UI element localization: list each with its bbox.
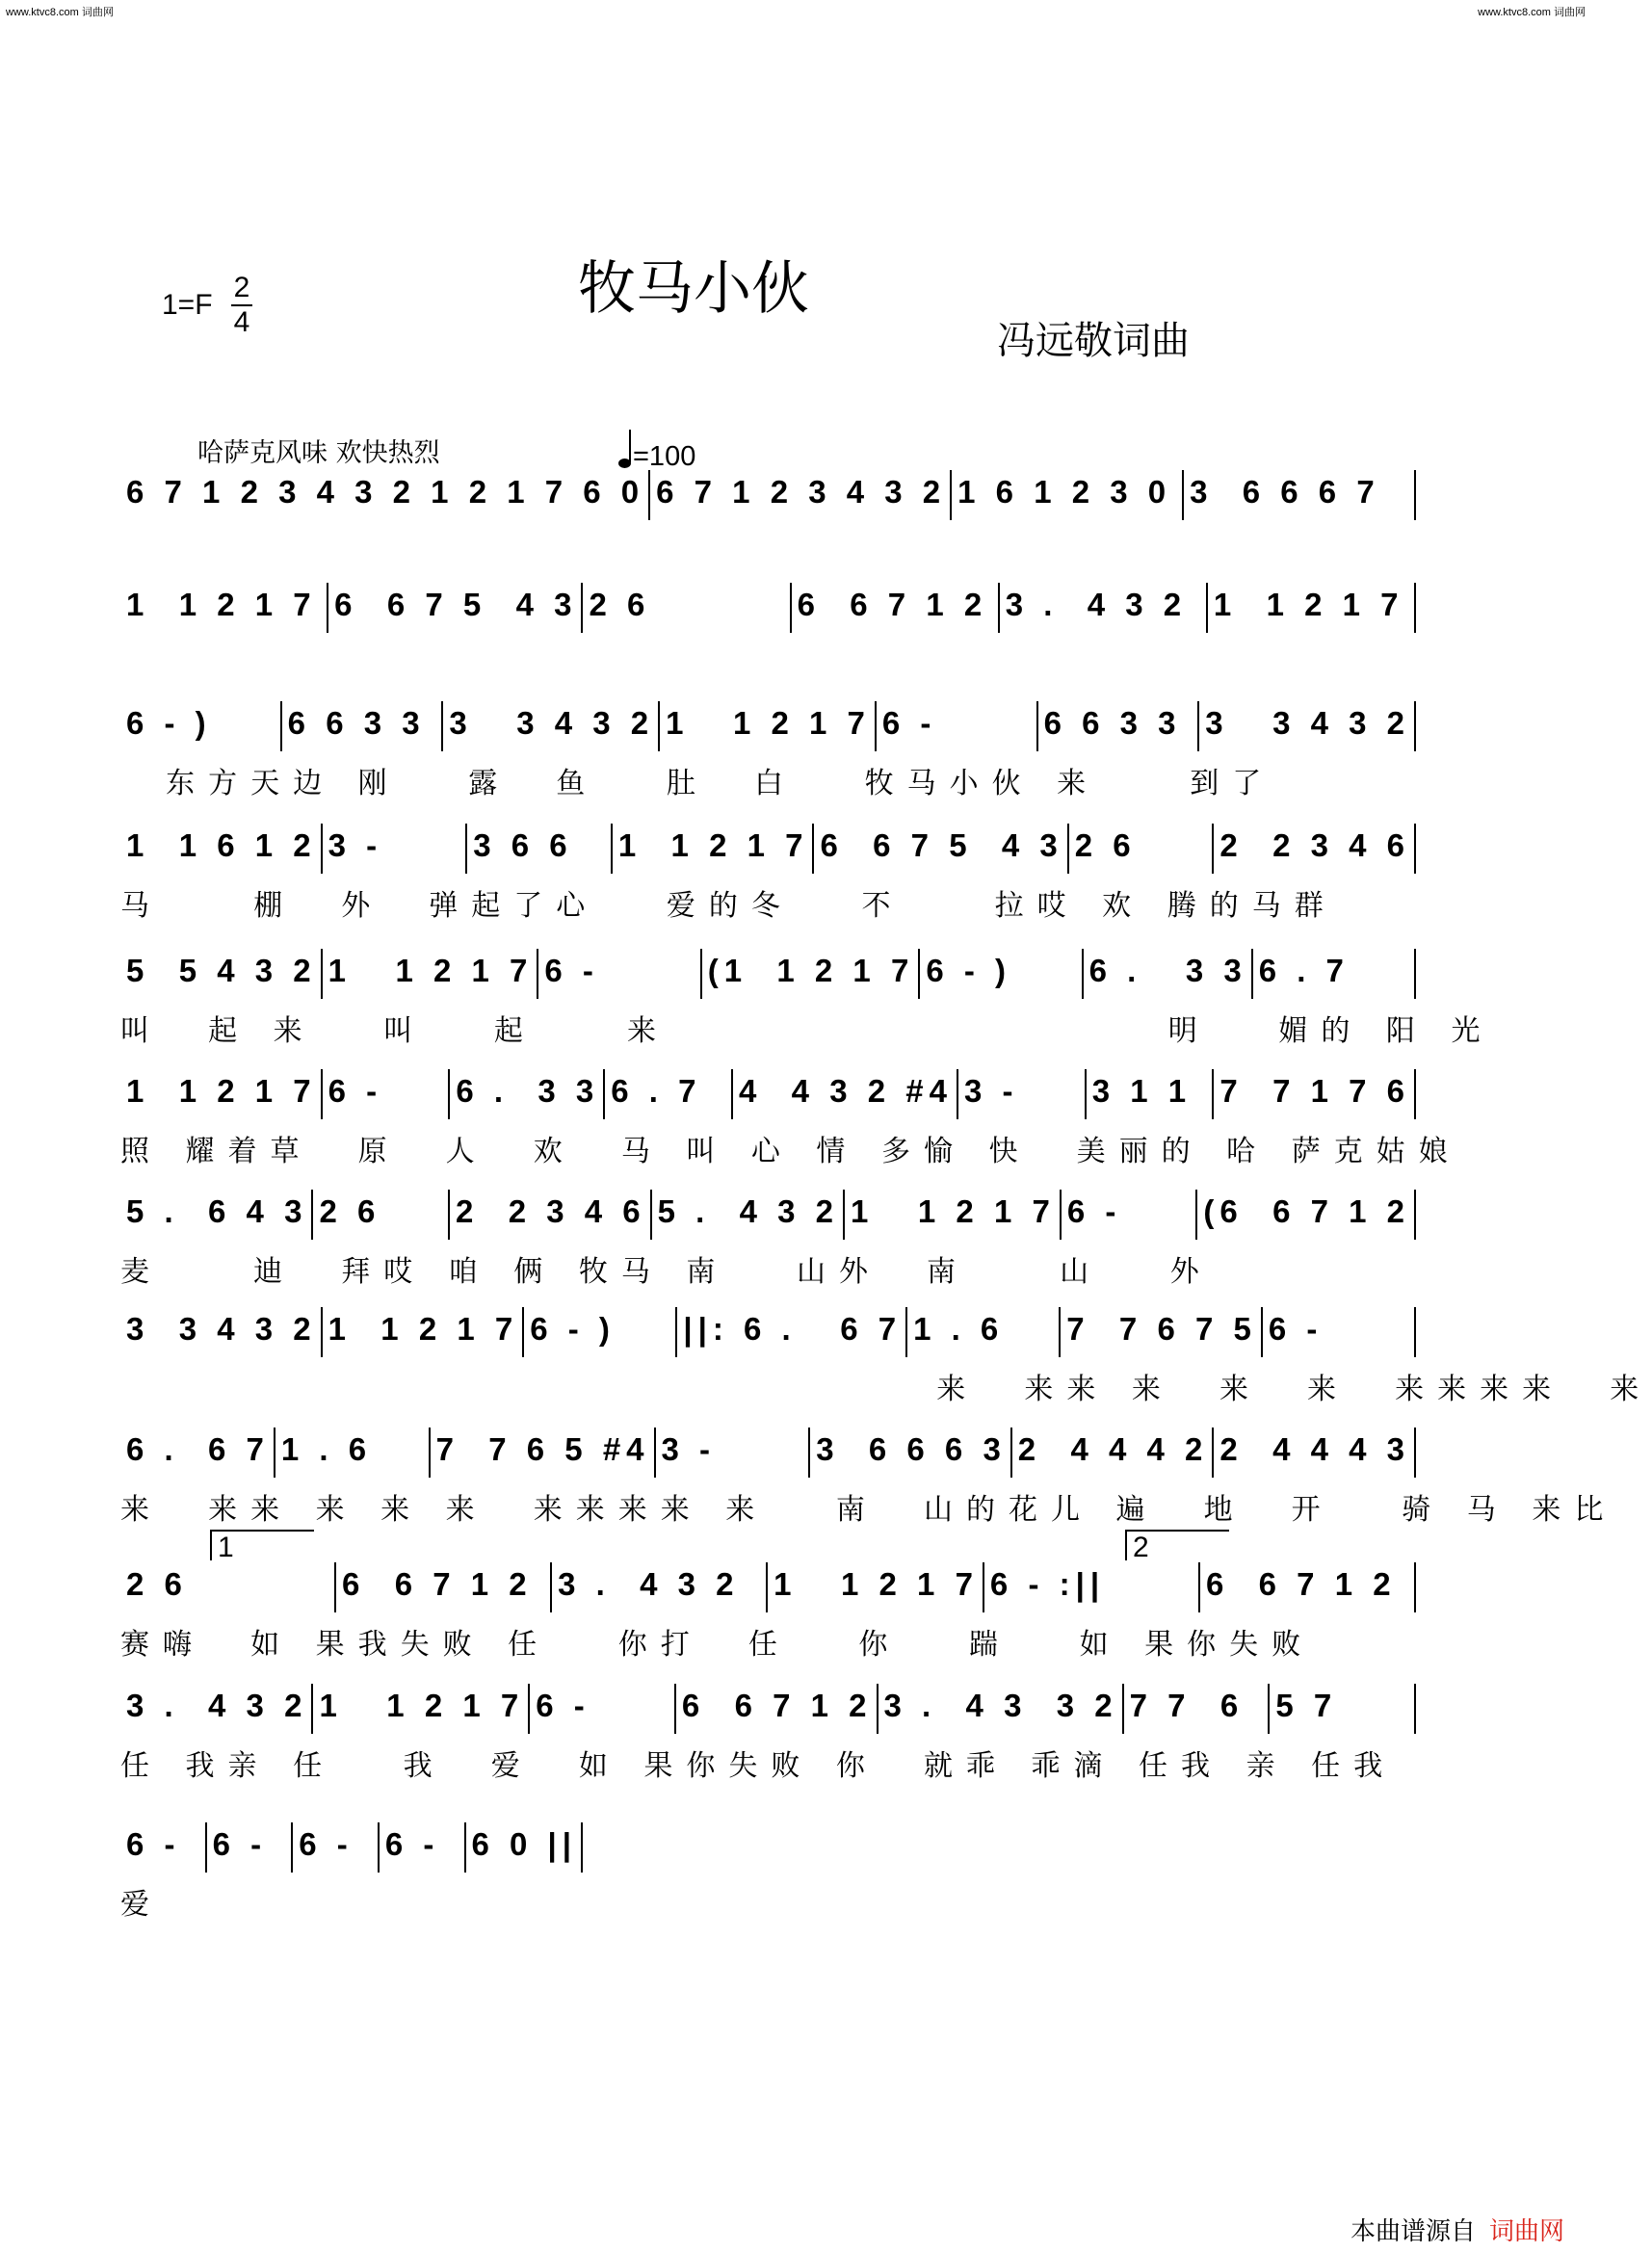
score-row xyxy=(120,701,1416,800)
measure: 6 6 7 1 2 xyxy=(676,1684,878,1734)
measure: 3 . 4 3 3 2 xyxy=(878,1684,1124,1734)
measure: 3 . 4 3 2 xyxy=(1000,583,1208,633)
measure: 6 . 6 7 xyxy=(120,1428,275,1478)
measure: 6 - xyxy=(538,949,701,999)
score-row xyxy=(120,1822,583,1922)
score-row xyxy=(120,1428,1617,1527)
measure: 6 . 7 xyxy=(1253,949,1416,999)
header-right: www.ktvc8.com 词曲网 xyxy=(1478,7,1586,18)
measure: 6 - ) xyxy=(524,1307,677,1357)
volta-2: 2 xyxy=(1125,1530,1229,1560)
measure: (6 6 7 1 2 xyxy=(1197,1190,1416,1240)
measure: 6 7 1 2 3 4 3 2 xyxy=(650,470,952,520)
measure: 6 - xyxy=(1263,1307,1416,1357)
measure: 3 6 6 6 7 xyxy=(1184,470,1416,520)
measure: 6 - xyxy=(293,1822,380,1873)
measure: 6 6 7 1 2 xyxy=(1200,1562,1416,1612)
footer-text: 本曲谱源自 xyxy=(1350,2217,1476,2246)
measure: 6 - xyxy=(120,1822,207,1873)
measure: 6 - xyxy=(877,701,1038,751)
measure: 5 . 6 4 3 xyxy=(120,1190,313,1240)
measure: 7 7 1 7 6 xyxy=(1214,1069,1416,1119)
lyrics-line: 来 来来 来 来 来 来来来来 来 xyxy=(120,1373,1652,1406)
time-signature-bottom: 4 xyxy=(233,306,250,338)
song-title: 牧马小伙 xyxy=(578,255,809,323)
measure: 1 1 2 1 7 xyxy=(313,1684,530,1734)
lyrics-line: 东方天边 刚 露 鱼 肚 白 牧马小伙 来 到了 xyxy=(120,767,1275,800)
measure: 6 6 7 5 4 3 xyxy=(328,583,583,633)
measure: 6 6 3 3 xyxy=(282,701,444,751)
measure: 2 6 xyxy=(313,1190,450,1240)
measure: 6 - xyxy=(323,1069,451,1119)
measure: 1 1 2 1 7 xyxy=(1208,583,1416,633)
measure: ||: 6 . 6 7 xyxy=(677,1307,907,1357)
measure: 6 6 7 1 2 xyxy=(792,583,1000,633)
measure: 2 4 4 4 3 xyxy=(1214,1428,1416,1478)
measure: 1 . 6 xyxy=(907,1307,1061,1357)
volta-1: 1 xyxy=(210,1530,314,1560)
measure: 6 - :|| xyxy=(984,1562,1200,1612)
measure: 6 . 3 3 xyxy=(1084,949,1253,999)
measure: 6 - ) xyxy=(120,701,282,751)
lyrics-line: 照 耀着草 原 人 欢 马 叫 心 情 多愉 快 美丽的 哈 萨克姑娘 xyxy=(120,1135,1461,1168)
time-signature-top: 2 xyxy=(233,272,250,303)
measure: 6 0 || xyxy=(466,1822,584,1873)
measure: 7 7 6 xyxy=(1124,1684,1271,1734)
tempo-marking xyxy=(618,441,695,473)
measure: 2 2 3 4 6 xyxy=(1214,824,1416,874)
measure: 1 1 2 1 7 xyxy=(768,1562,984,1612)
quarter-note-icon xyxy=(618,458,631,468)
score-row xyxy=(120,1684,1416,1783)
measure: 3 1 1 xyxy=(1087,1069,1215,1119)
score-row xyxy=(120,1190,1416,1289)
measure: 5 5 4 3 2 xyxy=(120,949,323,999)
measure: 2 4 4 4 2 xyxy=(1012,1428,1215,1478)
footer-brand: 词曲网 xyxy=(1488,2217,1564,2246)
measure: 6 - xyxy=(530,1684,676,1734)
score-row xyxy=(120,824,1416,923)
score-row xyxy=(120,470,1416,526)
measure: 6 6 3 3 xyxy=(1038,701,1200,751)
measure: 3 3 4 3 2 xyxy=(120,1307,323,1357)
measure: 6 6 7 1 2 xyxy=(336,1562,552,1612)
header-left: www.ktvc8.com 词曲网 xyxy=(6,7,114,18)
score-row xyxy=(120,949,1494,1048)
lyrics-line: 来 来来 来 来 来 来来来来 来 南 山的花儿 遍 地 开 骑 马 来比 xyxy=(120,1493,1617,1527)
measure: 5 7 xyxy=(1270,1684,1416,1734)
measure: 1 1 2 1 7 xyxy=(323,1307,525,1357)
measure: 2 6 xyxy=(120,1562,336,1612)
measure: 6 6 7 5 4 3 xyxy=(814,824,1068,874)
lyrics-line: 麦 迪 拜哎 咱 俩 牧马 南 山外 南 山 外 xyxy=(120,1255,1213,1289)
measure: 3 - xyxy=(958,1069,1087,1119)
measure: 6 - xyxy=(1062,1190,1198,1240)
score-row xyxy=(120,1069,1461,1168)
measure: 1 1 6 1 2 xyxy=(120,824,323,874)
measure: 1 1 2 1 7 xyxy=(120,1069,323,1119)
measure: 1 1 2 1 7 xyxy=(323,949,539,999)
score-row xyxy=(120,1307,1652,1406)
measure: 1 . 6 xyxy=(275,1428,431,1478)
lyrics-line: 赛嗨 如 果我失败 任 你打 任 你 踹 如 果你失败 xyxy=(120,1628,1315,1662)
score-row xyxy=(120,1562,1416,1662)
measure: (1 1 2 1 7 xyxy=(702,949,921,999)
measure: 7 7 6 5 #4 xyxy=(431,1428,656,1478)
measure: 4 4 3 2 #4 xyxy=(733,1069,958,1119)
footer xyxy=(1350,2212,1564,2247)
style-marking: 哈萨克风味 欢快热烈 xyxy=(197,438,440,468)
measure: 2 6 xyxy=(1069,824,1215,874)
measure: 6 - ) xyxy=(920,949,1083,999)
measure: 3 . 4 3 2 xyxy=(552,1562,768,1612)
lyrics-line: 任 我亲 任 我 爱 如 果你失败 你 就乖 乖滴 任我 亲 任我 xyxy=(120,1749,1397,1783)
measure: 3 - xyxy=(323,824,468,874)
score-row xyxy=(120,583,1416,639)
measure: 6 . 7 xyxy=(605,1069,733,1119)
key-signature: 1=F xyxy=(162,289,213,321)
measure: 1 1 2 1 7 xyxy=(120,583,328,633)
measure: 6 - xyxy=(207,1822,294,1873)
measure: 3 . 4 3 2 xyxy=(120,1684,313,1734)
composer: 冯远敬词曲 xyxy=(997,319,1190,363)
lyrics-line: 马 棚 外 弹起了心 爱的冬 不 拉哎 欢 腾的马群 xyxy=(120,889,1337,923)
measure: 5 . 4 3 2 xyxy=(652,1190,845,1240)
lyrics-line: 叫 起 来 叫 起 来 明 媚的 阳 光 xyxy=(120,1014,1494,1048)
measure: 1 1 2 1 7 xyxy=(845,1190,1062,1240)
measure: 3 3 4 3 2 xyxy=(1199,701,1416,751)
time-signature xyxy=(231,274,252,337)
measure: 6 . 3 3 xyxy=(450,1069,605,1119)
measure: 3 - xyxy=(656,1428,811,1478)
measure: 6 - xyxy=(380,1822,466,1873)
measure: 6 7 1 2 3 4 3 2 1 2 1 7 6 0 xyxy=(120,470,650,520)
measure: 1 6 1 2 3 0 xyxy=(952,470,1184,520)
measure: 2 6 xyxy=(583,583,791,633)
measure: 3 6 6 6 3 xyxy=(810,1428,1012,1478)
measure: 7 7 6 7 5 xyxy=(1061,1307,1263,1357)
measure: 2 2 3 4 6 xyxy=(450,1190,652,1240)
tempo-value: =100 xyxy=(633,441,696,472)
measure: 1 1 2 1 7 xyxy=(613,824,815,874)
measure: 3 3 4 3 2 xyxy=(443,701,660,751)
measure: 3 6 6 xyxy=(467,824,613,874)
measure: 1 1 2 1 7 xyxy=(660,701,877,751)
lyrics-line: 爱 xyxy=(120,1888,163,1922)
